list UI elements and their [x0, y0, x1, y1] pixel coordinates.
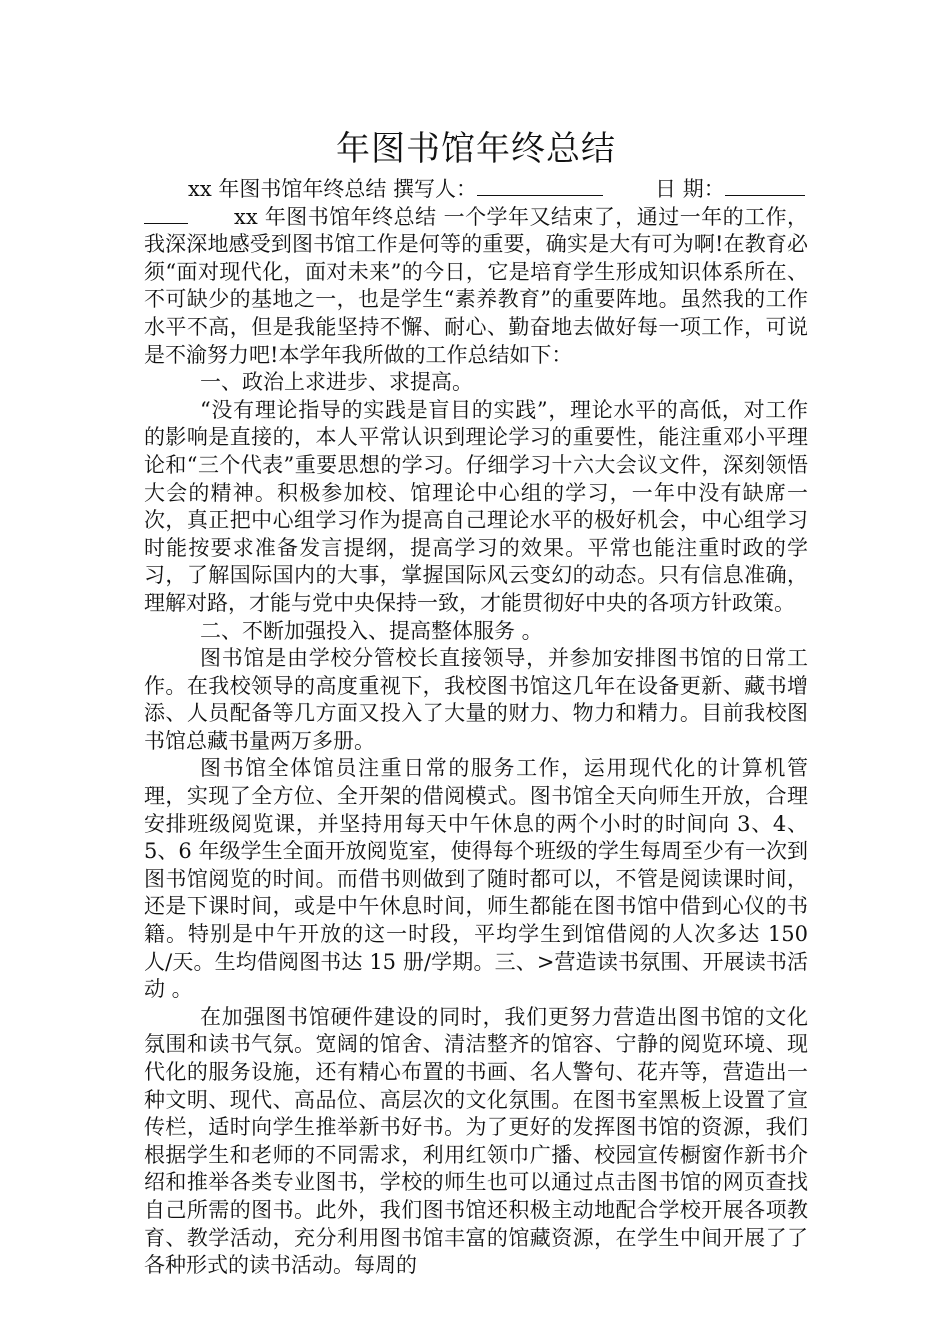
intro-text: xx 年图书馆年终总结 一个学年又结束了，通过一年的工作，我深深地感受到图书馆工作是何等的重要，确实是大有可为啊!在教育必须“面对现代化，面对未来”的今日，它是培育学生形成知识体系所在、不可缺少的基地之一，也是学生“素养教育”的重要阵地。虽然我的工作水平不高，但是我能坚持不懈、耐心、勤奋地去做好每一项工作，可说是不渝努力吧!本学年我所做的工作总结如下： [144, 204, 808, 367]
document-title: 年图书馆年终总结 [336, 129, 616, 169]
section1-paragraph: “没有理论指导的实践是盲目的实践”，理论水平的高低，对工作的影响是直接的，本人平常认识到理论学习的重要性，能注重邓小平理论和“三个代表”重要思想的学习。仔细学习十六大会议文件，深刻领悟大会的精神。积极参加校、馆理论中心组的学习，一年中没有缺席一次，真正把中心组学习作为提高自己理论水平的极好机会，中心组学习时能按要求准备发言提纲，提高学习的效果。平常也能注重时政的学习，了解国际国内的大事，掌握国际风云变幻的动态。只有信息准确，理解对路，才能与党中央保持一致，才能贯彻好中央的各项方针政策。 [144, 397, 808, 615]
intro-paragraph [144, 204, 808, 370]
date-blank-continued [144, 205, 188, 224]
section3-paragraph: 在加强图书馆硬件建设的同时，我们更努力营造出图书馆的文化氛围和读书气氛。宽阔的馆舍、清洁整齐的馆容、宁静的阅览环境、现代化的服务设施，还有精心布置的书画、名人警句、花卉等，营造出一种文明、现代、高品位、高层次的文化氛围。在图书室黑板上设置了宣传栏，适时向学生推举新书好书。为了更好的发挥图书馆的资源，我们根据学生和老师的不同需求，利用红领巾广播、校园宣传橱窗作新书介绍和推举各类专业图书，学校的师生也可以通过点击图书馆的网页查找自己所需的图书。此外，我们图书馆还积极主动地配合学校开展各项教育、教学活动，充分利用图书馆丰富的馆藏资源，在学生中间开展了了各种形式的读书活动。每周的 [144, 1004, 808, 1278]
date-label: 日 期： [655, 177, 725, 201]
section2-paragraph-2: 图书馆全体馆员注重日常的服务工作，运用现代化的计算机管理，实现了全方位、全开架的借阅模式。图书馆全天向师生开放，合理安排班级阅览课，并坚持用每天中午休息的两个小时的时间向 3、4、5、6 年级学生全面开放阅览室，使得每个班级的学生每周至少有一次到图书馆阅览的时间。而借书则做到了随时都可以，不管是阅读课时间，还是下课时间，或是中午休息时间，师生都能在图书馆中借到心仪的书籍。特别是中午开放的这一时段，平均学生到馆借阅的人次多达 150 人/天。生均借阅图书达 15 册/学期。三、>营造读书氛围、开展读书活动 。 [144, 756, 808, 1002]
meta-line [144, 176, 808, 204]
author-blank [477, 177, 603, 196]
section2-paragraph-1: 图书馆是由学校分管校长直接领导，并参加安排图书馆的日常工作。在我校领导的高度重视下，我校图书馆这几年在设备更新、藏书增添、人员配备等几方面又投入了大量的财力、物力和精力。目前我校图书馆总藏书量两万多册。 [144, 646, 808, 753]
section2-heading: 二、不断加强投入、提高整体服务 。 [200, 618, 543, 643]
section1-heading: 一、政治上求进步、求提高。 [200, 370, 473, 395]
document-page [144, 124, 808, 1280]
date-blank [725, 177, 805, 196]
meta-lead: xx 年图书馆年终总结 撰写人： [188, 177, 478, 201]
